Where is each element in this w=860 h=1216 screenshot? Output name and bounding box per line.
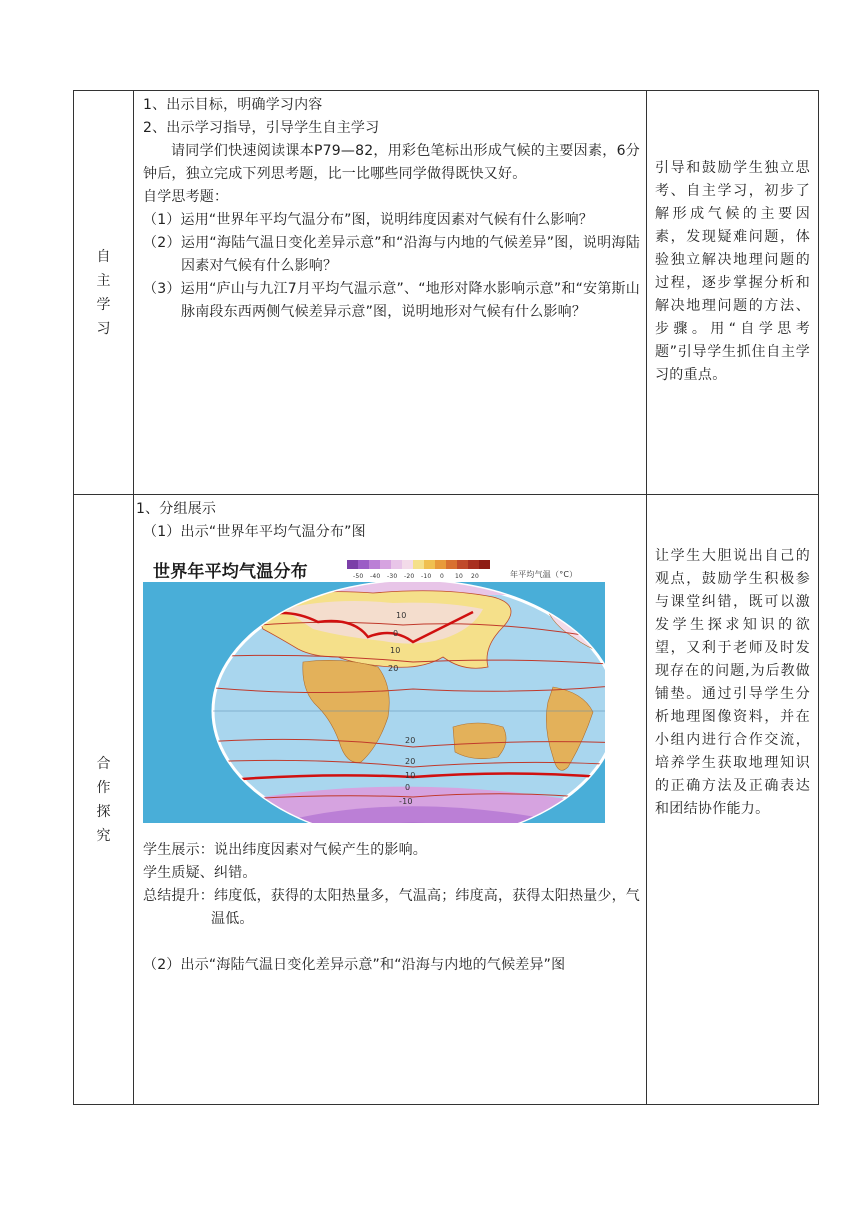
summary: 总结提升：纬度低，获得的太阳热量多，气温高；纬度高，获得太阳热量少，气温低。	[143, 888, 640, 927]
student-questioning: 学生质疑、纠错。	[143, 865, 257, 881]
reading-instruction: 请同学们快速阅读课本P79—82，用彩色笔标出形成气候的主要因素，6分钟后，独立完成下列思考题，比一比哪些同学做得既快又好。	[143, 143, 640, 182]
isotherm-label: 20	[405, 736, 416, 745]
self-study-notes	[647, 91, 819, 495]
row-label-char: 探	[96, 803, 111, 820]
isotherm-label: -10	[399, 797, 413, 806]
row-label-char: 习	[96, 320, 111, 337]
row-label-char: 作	[96, 779, 111, 796]
legend-tick: -20	[404, 573, 415, 580]
self-study-content	[134, 91, 647, 495]
step-objectives: 1、出示目标，明确学习内容	[143, 97, 323, 113]
legend-tick: -30	[387, 573, 398, 580]
row-label-char: 自	[96, 248, 111, 265]
isotherm-label: 10	[396, 611, 407, 620]
display-item-1: （1）出示“世界年平均气温分布”图	[143, 524, 366, 540]
student-display: 学生展示：说出纬度因素对气候产生的影响。	[143, 842, 427, 858]
row-label-char: 学	[96, 296, 111, 313]
legend-tick: -10	[421, 573, 432, 580]
lesson-plan-table	[73, 90, 819, 1105]
legend-tick: 10	[455, 573, 464, 580]
isotherm-label: 20	[388, 664, 399, 673]
legend-tick: -50	[353, 573, 364, 580]
isotherm-label: 10	[390, 646, 401, 655]
row-label-char: 究	[96, 827, 111, 844]
map-title: 世界年平均气温分布	[153, 562, 308, 582]
world-temperature-map	[143, 557, 605, 823]
legend-tick: 20	[471, 573, 480, 580]
cooperative-content	[134, 495, 647, 1105]
step-guidance: 2、出示学习指导，引导学生自主学习	[143, 120, 380, 136]
isotherm-label: 20	[405, 757, 416, 766]
questions-heading: 自学思考题：	[143, 189, 229, 205]
question-1: （1）运用“世界年平均气温分布”图，说明纬度因素对气候有什么影响？	[143, 212, 594, 228]
row-label-cooperative	[74, 495, 134, 1105]
legend-tick: -40	[370, 573, 381, 580]
question-2: （2）运用“海陆气温日变化差异示意”和“沿海与内地的气候差异”图，说明海陆因素对气候有什么影响？	[143, 235, 640, 274]
row-self-study	[74, 91, 819, 495]
legend-tick: 0	[440, 573, 445, 580]
isotherm-label: 0	[393, 629, 399, 638]
cooperative-notes	[647, 495, 819, 1105]
notes-text: 让学生大胆说出自己的观点，鼓励学生积极参与课堂纠错，既可以激发学生探求知识的欲望，又利于老师及时发现存在的问题,为后教做铺垫。通过引导学生分析地理图像资料，并在小组内进行合作交流，培养学生获取地理知识的正确方法及正确表达和团结协作能力。	[655, 548, 810, 817]
row-label-char: 主	[96, 272, 111, 289]
row-cooperative-inquiry	[74, 495, 819, 1105]
isotherm-label: 0	[405, 783, 411, 792]
blank-line	[143, 931, 640, 954]
row-label-self-study	[74, 91, 134, 495]
row-label-char: 合	[96, 755, 111, 772]
map-graphic	[143, 557, 605, 823]
display-item-2: （2）出示“海陆气温日变化差异示意”和“沿海与内地的气候差异”图	[143, 957, 566, 973]
question-3: （3）运用“庐山与九江7月平均气温示意”、“地形对降水影响示意”和“安第斯山脉南段东西两侧气候差异示意”图，说明地形对气候有什么影响？	[143, 281, 640, 320]
isotherm-label: 10	[405, 771, 416, 780]
notes-text: 引导和鼓励学生独立思考、自主学习，初步了解形成气候的主要因素，发现疑难问题，体验独立解决地理问题的过程，逐步掌握分析和解决地理问题的方法、步骤。用“自学思考题”引导学生抓住自主学习的重点。	[655, 160, 810, 383]
legend-label: 年平均气温（°C）	[510, 570, 578, 579]
step-group-display: 1、分组展示	[136, 501, 217, 517]
